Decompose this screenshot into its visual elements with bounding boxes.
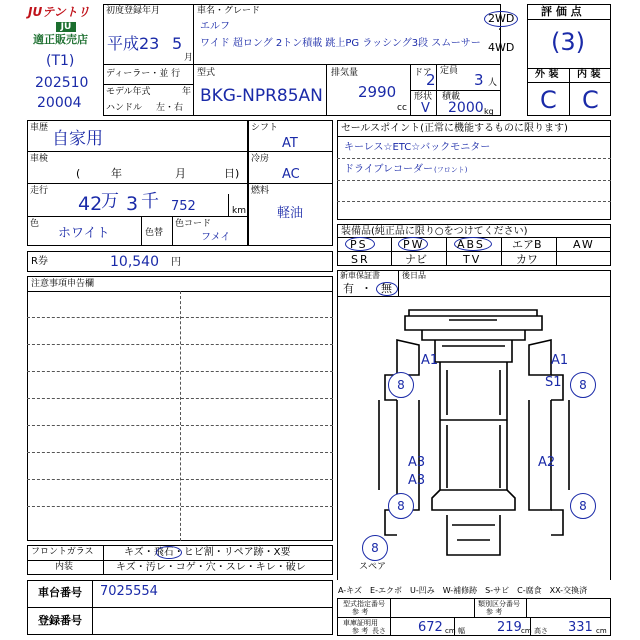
interior-label: 内 装 (577, 69, 601, 80)
tire-rear-left-value: 8 (397, 499, 405, 513)
dealer-label: ディーラー・並 行 (106, 69, 181, 79)
vehicle-grade: ワイド 超ロング 2トン積載 跳上PG ラッシング3段 スムーサー (200, 38, 481, 49)
length-caption: 長さ (372, 627, 386, 635)
mileage-sen: 3 (126, 193, 139, 215)
inspection-day: 日) (224, 167, 240, 180)
divider (569, 68, 570, 116)
divider (180, 291, 181, 541)
width-value: 219 (497, 620, 522, 635)
model-value: BKG-NPR85AN (200, 86, 323, 106)
color-code-label: 色コード (175, 219, 212, 229)
divider (337, 201, 611, 202)
damage-mark-right-door: S1 (545, 375, 562, 390)
inspection-label: 車検 (30, 154, 49, 164)
displacement-unit: cc (397, 103, 407, 113)
inspection-paren: ( (76, 167, 81, 180)
sales-point-line1: キーレス☆ETC☆バックモニター (344, 142, 491, 153)
class-label: 類別区分番号 (478, 600, 520, 608)
mileage-label: 走行 (30, 186, 49, 196)
divider (527, 19, 611, 20)
interior-label: 内装 (55, 562, 74, 572)
doors-label: ドア (414, 68, 432, 78)
equipment-ps: PS (350, 238, 368, 251)
glass-chip-circle (156, 546, 182, 559)
divider (27, 607, 333, 608)
logo-line1: JUテントリ (28, 5, 90, 19)
divider (501, 237, 502, 266)
warranty-label: 新車保証書 (340, 271, 380, 280)
vehicle-name: エルフ (200, 21, 230, 32)
height-unit: cm (596, 627, 607, 635)
divider (27, 398, 333, 399)
divider (391, 237, 392, 266)
load-unit: kg (484, 107, 494, 116)
tire-rear-left (388, 493, 414, 519)
sales-point-line2-small: (フロント) (434, 166, 468, 174)
displacement-value: 2990 (358, 83, 397, 101)
logo-mark-text: JU (60, 22, 72, 32)
color-value: ホワイト (58, 226, 110, 241)
equipment-aw: AW (573, 238, 595, 251)
inspection-year: 年 (111, 167, 122, 180)
height-label: 高さ (534, 627, 548, 635)
glass-value: キズ・飛石・ヒビ割・リペア跡・X要 (124, 547, 291, 558)
cert-label: 型式指定番号 (343, 600, 385, 608)
divider (103, 545, 104, 575)
tire-front-left (388, 372, 414, 398)
sales-point-line2: ドライブレコーダー (344, 164, 433, 175)
divider (410, 90, 501, 91)
model-label: 型式 (197, 68, 216, 78)
glass-label: フロントガラス (31, 547, 94, 557)
length-value: 672 (418, 620, 443, 635)
tire-spare-value: 8 (371, 541, 379, 555)
equipment-sr: SR (351, 253, 370, 266)
divider (27, 151, 333, 152)
length-label: 車庫証明用 (343, 619, 378, 627)
divider (326, 64, 327, 116)
registration-label: 初度登録年月 (106, 6, 161, 16)
drive-dot: ・ (495, 25, 505, 36)
damage-mark-front-left: A1 (421, 353, 439, 368)
divider (398, 270, 399, 297)
divider (92, 580, 93, 635)
length-ref: 参 考 (352, 627, 369, 635)
chassis-label: 車台番号 (38, 586, 82, 599)
damage-mark-front-right: A1 (551, 353, 569, 368)
class-ref: 参 考 (486, 608, 503, 616)
divider (103, 84, 193, 85)
divider (103, 64, 501, 65)
model-year-label: モデル年式 (106, 87, 151, 97)
divider (337, 136, 611, 137)
equipment-pw: PW (403, 238, 425, 251)
equipment-tv: TV (463, 253, 482, 266)
model-year-unit: 年 (182, 87, 192, 97)
handle-label: ハンドル (106, 103, 143, 113)
tire-front-right-value: 8 (579, 378, 587, 392)
damage-mark-right-bed: A2 (538, 455, 556, 470)
recycle-label: R券 (31, 256, 48, 267)
mileage-man: 42 (78, 193, 103, 215)
divider (193, 4, 194, 116)
equipment-label: 装備品(純正品に限り○をつけてください) (341, 226, 528, 237)
registration-era: 平成23 (107, 34, 160, 53)
width-label: 幅 (458, 627, 465, 635)
usage-label: 車歴 (30, 123, 49, 133)
shape-value: V (421, 101, 430, 116)
divider (27, 183, 333, 184)
capacity-value: 3 (474, 71, 484, 89)
equipment-airbag: エアB (512, 238, 542, 251)
chassis-value: 7025554 (100, 584, 158, 599)
aircon-value: AC (282, 167, 300, 182)
tire-rear-right (570, 493, 596, 519)
divider (27, 317, 333, 318)
spare-label: スペア (359, 562, 387, 572)
divider (27, 479, 333, 480)
warranty-no: 無 (381, 282, 392, 295)
warranty-sep: ・ (361, 282, 372, 295)
damage-mark-left-bed-2: A3 (408, 473, 426, 488)
name-grade-label: 車名・グレード (197, 6, 261, 16)
drive-4wd: 4WD (488, 41, 515, 54)
usage-value: 自家用 (52, 129, 103, 149)
color-label: 色 (30, 219, 40, 229)
equipment-navi: ナビ (405, 253, 427, 266)
reg-number-label: 登録番号 (38, 614, 82, 627)
warranty-book-label: 後日品 (402, 271, 426, 280)
shift-value: AT (282, 136, 298, 151)
registration-month: 5 (172, 34, 183, 53)
damage-legend: A-キズ E-エクボ U-凹み W-補修跡 S-サビ C-腐食 XX-交換済 (338, 586, 588, 595)
load-label: 積載 (442, 92, 461, 102)
inspection-month: 月 (175, 167, 186, 180)
fuel-value: 軽油 (277, 206, 304, 221)
lot-code-3: 20004 (37, 95, 82, 111)
doors-value: 2 (426, 71, 436, 89)
notes-label: 注意事項申告欄 (31, 279, 95, 289)
recycle-unit: 円 (171, 257, 181, 268)
displacement-label: 排気量 (331, 68, 359, 78)
truck-diagram (337, 300, 611, 572)
capacity-label: 定員 (440, 66, 459, 76)
exterior-grade: C (540, 86, 557, 114)
divider (474, 598, 475, 617)
divider (27, 371, 333, 372)
divider (390, 598, 391, 636)
divider (27, 344, 333, 345)
mileage-rest: 752 (171, 199, 196, 214)
drive-2wd: 2WD (488, 12, 515, 25)
tire-front-right (570, 372, 596, 398)
tire-spare (362, 535, 388, 561)
divider (337, 251, 611, 252)
registration-month-unit: 月 (184, 53, 194, 63)
divider (526, 598, 527, 617)
mileage-sen-unit: 千 (141, 191, 159, 212)
divider (27, 216, 248, 217)
mileage-man-unit: 万 (101, 191, 119, 212)
lot-code-2: 202510 (35, 75, 89, 91)
lot-code-1: (T1) (46, 53, 75, 69)
capacity-unit: 人 (488, 78, 498, 88)
divider (27, 506, 333, 507)
recycle-value: 10,540 (110, 254, 159, 270)
tire-rear-right-value: 8 (579, 499, 587, 513)
evaluation-score: (3) (551, 28, 585, 56)
divider (337, 617, 611, 618)
interior-value: キズ・汚レ・コゲ・穴・スレ・キレ・破レ (116, 562, 306, 573)
width-unit: cm (521, 627, 532, 635)
color-code-value: フメイ (201, 232, 231, 243)
equipment-leather: カワ (516, 253, 538, 266)
exterior-label: 外 装 (535, 69, 559, 80)
aircon-label: 冷房 (251, 154, 270, 164)
logo-line2: 適正販売店 (33, 33, 88, 46)
load-value: 2000 (448, 100, 484, 116)
sales-points-label: セールスポイント(正常に機能するものに限ります) (341, 123, 568, 134)
evaluation-label: 評 価 点 (541, 5, 582, 18)
fuel-label: 燃料 (251, 186, 270, 196)
divider (27, 425, 333, 426)
damage-mark-left-bed-1: A3 (408, 455, 426, 470)
equipment-abs: ABS (457, 238, 485, 251)
divider (337, 180, 611, 181)
divider (172, 216, 173, 246)
divider (27, 560, 333, 561)
cert-ref: 参 考 (352, 608, 369, 616)
interior-grade: C (582, 86, 599, 114)
divider (556, 237, 557, 266)
divider (27, 452, 333, 453)
divider (337, 158, 611, 159)
divider (446, 237, 447, 266)
divider (141, 216, 142, 246)
height-value: 331 (568, 620, 593, 635)
color-replace-label: 色替 (145, 228, 164, 238)
length-unit: cm (445, 627, 456, 635)
tire-front-left-value: 8 (397, 378, 405, 392)
shape-label: 形状 (414, 92, 433, 102)
warranty-yes: 有 (343, 282, 354, 295)
mileage-unit: km (232, 206, 246, 216)
handle-value: 左・右 (156, 103, 184, 113)
shift-label: シフト (251, 123, 279, 133)
divider (228, 194, 229, 216)
logo-mark (56, 22, 76, 32)
